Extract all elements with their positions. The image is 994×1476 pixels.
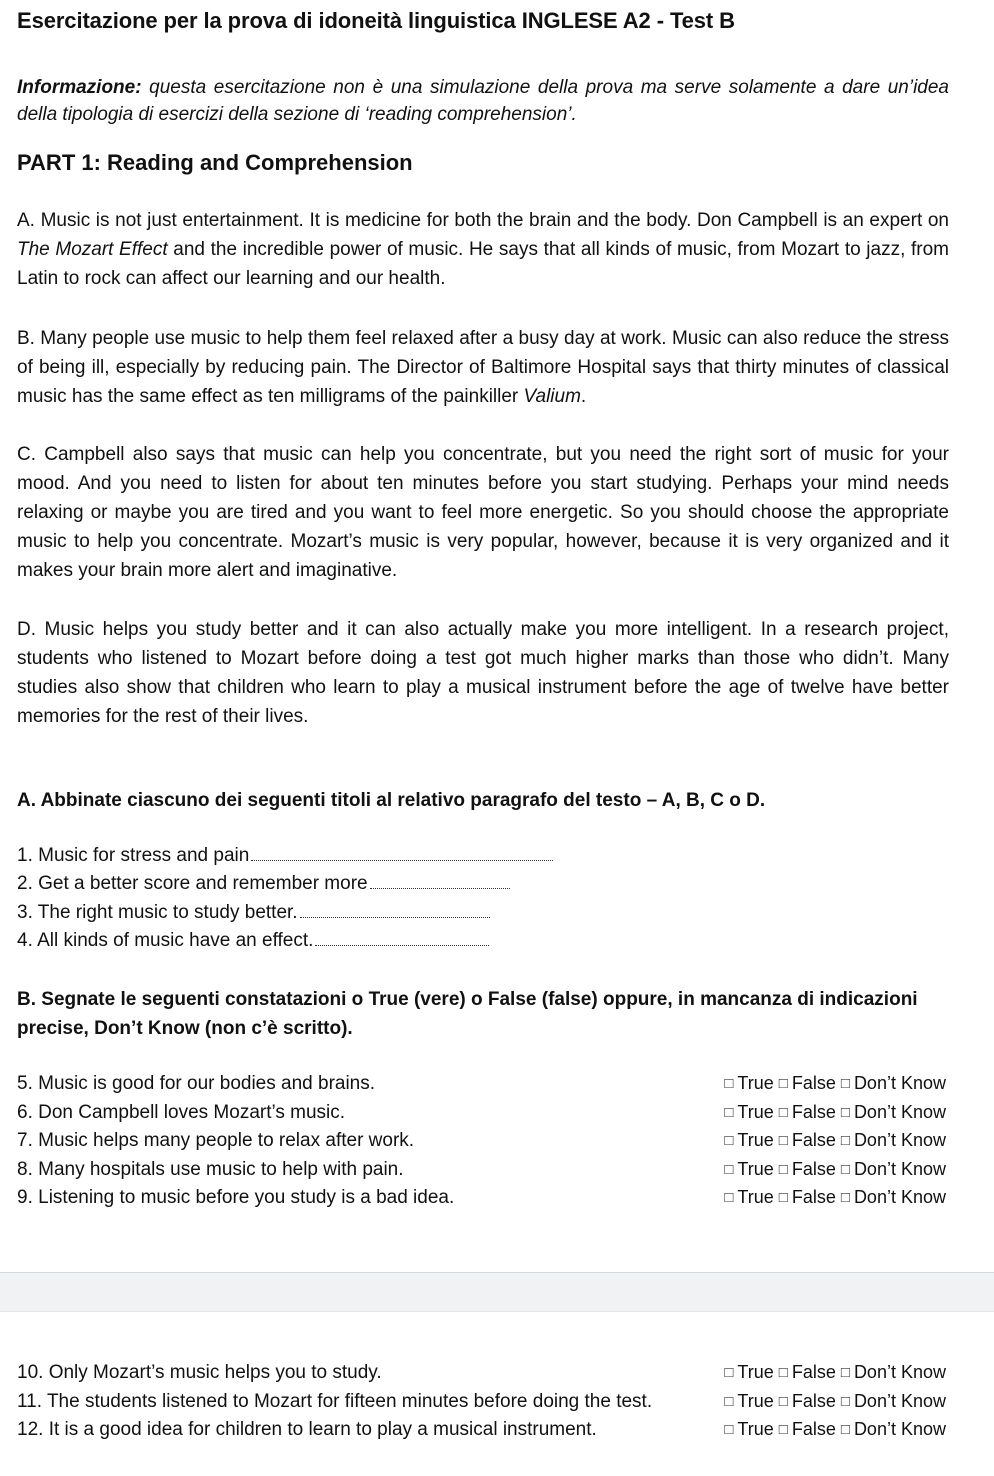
option-dont-know[interactable] bbox=[841, 1362, 946, 1383]
statement-text: 7. Music helps many people to relax after work. bbox=[17, 1130, 415, 1151]
statement-text: 11. The students listened to Mozart for fifteen minutes before doing the test. bbox=[17, 1391, 653, 1412]
checkbox-icon: □ bbox=[840, 1364, 850, 1381]
option-dont-know[interactable] bbox=[841, 1130, 946, 1151]
checkbox-icon: □ bbox=[840, 1393, 850, 1410]
statement-row bbox=[17, 1419, 949, 1447]
option-dont-know[interactable] bbox=[841, 1419, 946, 1440]
answer-blank[interactable] bbox=[370, 887, 510, 889]
option-true[interactable] bbox=[724, 1130, 773, 1151]
option-label: Don’t Know bbox=[853, 1187, 946, 1207]
checkbox-icon: □ bbox=[724, 1393, 734, 1410]
paragraph-a-text-1: A. Music is not just entertainment. It is medicine for both the brain and the body. Don Campbell is an expert on bbox=[17, 210, 949, 231]
checkbox-icon: □ bbox=[724, 1421, 734, 1438]
paragraph-a-italic: The Mozart Effect bbox=[17, 239, 168, 260]
checkbox-icon: □ bbox=[840, 1161, 850, 1178]
paragraph-b-text-1: B. Many people use music to help them feel relaxed after a busy day at work. Music can also reduce the stress of being ill, especially by reducing pain. The Director of Baltimore Hospital says that thirty minutes of classical music has the same effect as ten milligrams of the painkiller bbox=[17, 328, 949, 407]
option-false[interactable] bbox=[779, 1073, 836, 1094]
option-false[interactable] bbox=[779, 1419, 836, 1440]
info-label: Informazione: bbox=[17, 77, 142, 98]
answer-options bbox=[724, 1391, 946, 1412]
checkbox-icon: □ bbox=[778, 1132, 788, 1149]
option-label: False bbox=[791, 1073, 836, 1093]
option-label: True bbox=[737, 1187, 774, 1207]
option-true[interactable] bbox=[724, 1159, 773, 1180]
answer-blank[interactable] bbox=[315, 944, 489, 946]
statement-text: 5. Music is good for our bodies and brains. bbox=[17, 1073, 376, 1094]
statement-row bbox=[17, 1362, 949, 1390]
checkbox-icon: □ bbox=[724, 1132, 734, 1149]
statement-row bbox=[17, 1073, 949, 1101]
checkbox-icon: □ bbox=[778, 1075, 788, 1092]
statement-text: 8. Many hospitals use music to help with pain. bbox=[17, 1159, 404, 1180]
answer-options bbox=[724, 1159, 946, 1180]
checkbox-icon: □ bbox=[840, 1132, 850, 1149]
option-true[interactable] bbox=[724, 1362, 773, 1383]
option-label: True bbox=[737, 1419, 774, 1439]
part-title: PART 1: Reading and Comprehension bbox=[17, 150, 413, 175]
statement-text: 9. Listening to music before you study is a bad idea. bbox=[17, 1187, 455, 1208]
answer-options bbox=[724, 1073, 946, 1094]
option-label: False bbox=[791, 1419, 836, 1439]
checkbox-icon: □ bbox=[778, 1104, 788, 1121]
document-title: Esercitazione per la prova di idoneità linguistica INGLESE A2 - Test B bbox=[17, 8, 735, 33]
option-label: True bbox=[737, 1073, 774, 1093]
option-label: False bbox=[791, 1391, 836, 1411]
statement-text: 10. Only Mozart’s music helps you to study. bbox=[17, 1362, 382, 1383]
statement-row bbox=[17, 1159, 949, 1187]
paragraph-a bbox=[17, 206, 949, 293]
statement-row bbox=[17, 1391, 949, 1419]
checkbox-icon: □ bbox=[724, 1075, 734, 1092]
match-item-1 bbox=[17, 845, 553, 867]
paragraph-b-italic: Valium bbox=[523, 386, 581, 407]
option-label: False bbox=[791, 1159, 836, 1179]
checkbox-icon: □ bbox=[840, 1421, 850, 1438]
statement-row bbox=[17, 1130, 949, 1158]
option-label: Don’t Know bbox=[853, 1391, 946, 1411]
paragraph-c: C. Campbell also says that music can help you concentrate, but you need the right sort of music for your mood. And you need to listen for about ten minutes before you start studying. Perhaps your mind needs relaxing or maybe you are tired and you want to feel more energetic. So you should choose the appropriate music to help you concentrate. Mozart’s music is very popular, however, because it is very organized and it makes your brain more alert and imaginative. bbox=[17, 444, 949, 581]
paragraph-b-text-2: . bbox=[580, 386, 587, 407]
option-label: True bbox=[737, 1391, 774, 1411]
option-label: False bbox=[791, 1362, 836, 1382]
checkbox-icon: □ bbox=[778, 1189, 788, 1206]
option-false[interactable] bbox=[779, 1130, 836, 1151]
checkbox-icon: □ bbox=[724, 1161, 734, 1178]
checkbox-icon: □ bbox=[724, 1189, 734, 1206]
match-item-text: 3. The right music to study better. bbox=[17, 902, 298, 923]
option-label: Don’t Know bbox=[853, 1159, 946, 1179]
checkbox-icon: □ bbox=[724, 1104, 734, 1121]
option-dont-know[interactable] bbox=[841, 1187, 946, 1208]
option-label: Don’t Know bbox=[853, 1130, 946, 1150]
checkbox-icon: □ bbox=[840, 1075, 850, 1092]
option-label: False bbox=[791, 1130, 836, 1150]
statement-text: 12. It is a good idea for children to learn to play a musical instrument. bbox=[17, 1419, 597, 1440]
option-true[interactable] bbox=[724, 1391, 773, 1412]
match-item-text: 2. Get a better score and remember more bbox=[17, 873, 368, 894]
statement-text: 6. Don Campbell loves Mozart’s music. bbox=[17, 1102, 346, 1123]
match-item-2 bbox=[17, 873, 510, 895]
option-label: Don’t Know bbox=[853, 1102, 946, 1122]
option-true[interactable] bbox=[724, 1102, 773, 1123]
paragraph-b bbox=[17, 324, 949, 411]
checkbox-icon: □ bbox=[778, 1161, 788, 1178]
option-false[interactable] bbox=[779, 1187, 836, 1208]
option-label: Don’t Know bbox=[853, 1073, 946, 1093]
info-note bbox=[17, 74, 949, 128]
match-item-4 bbox=[17, 930, 489, 952]
option-false[interactable] bbox=[779, 1391, 836, 1412]
option-label: False bbox=[791, 1187, 836, 1207]
answer-options bbox=[724, 1419, 946, 1440]
answer-options bbox=[724, 1362, 946, 1383]
option-true[interactable] bbox=[724, 1187, 773, 1208]
checkbox-icon: □ bbox=[840, 1104, 850, 1121]
option-dont-know[interactable] bbox=[841, 1073, 946, 1094]
option-label: True bbox=[737, 1159, 774, 1179]
option-dont-know[interactable] bbox=[841, 1159, 946, 1180]
option-false[interactable] bbox=[779, 1159, 836, 1180]
option-false[interactable] bbox=[779, 1102, 836, 1123]
option-label: Don’t Know bbox=[853, 1362, 946, 1382]
paragraph-d: D. Music helps you study better and it can also actually make you more intelligent. In a research project, students who listened to Mozart before doing a test got much higher marks than those who didn’t. Many studies also show that children who learn to play a musical instrument before the age of twelve have better memories for the rest of their lives. bbox=[17, 619, 949, 727]
checkbox-icon: □ bbox=[840, 1189, 850, 1206]
statement-row bbox=[17, 1102, 949, 1130]
checkbox-icon: □ bbox=[724, 1364, 734, 1381]
paragraph-a-text-2: and the incredible power of music. He says that all kinds of music, from Mozart to jazz, from Latin to rock can affect our learning and our health. bbox=[17, 239, 949, 289]
match-item-text: 4. All kinds of music have an effect. bbox=[17, 930, 314, 951]
answer-blank[interactable] bbox=[251, 859, 553, 861]
option-true[interactable] bbox=[724, 1073, 773, 1094]
option-dont-know[interactable] bbox=[841, 1102, 946, 1123]
option-label: False bbox=[791, 1102, 836, 1122]
option-true[interactable] bbox=[724, 1419, 773, 1440]
option-false[interactable] bbox=[779, 1362, 836, 1383]
option-dont-know[interactable] bbox=[841, 1391, 946, 1412]
checkbox-icon: □ bbox=[778, 1364, 788, 1381]
statement-row bbox=[17, 1187, 949, 1215]
page-break bbox=[0, 1272, 994, 1312]
info-text: questa esercitazione non è una simulazione della prova ma serve solamente a dare un’idea della tipologia di esercizi della sezione di ‘reading comprehension’. bbox=[17, 77, 949, 125]
answer-blank[interactable] bbox=[300, 916, 490, 918]
exercise-b-heading: B. Segnate le seguenti constatazioni o True (vere) o False (false) oppure, in mancanza di indicazioni precise, Don’t Know (non c’è scritto). bbox=[17, 989, 918, 1039]
exercise-a-heading: A. Abbinate ciascuno dei seguenti titoli al relativo paragrafo del testo – A, B, C o D. bbox=[17, 790, 766, 811]
answer-options bbox=[724, 1102, 946, 1123]
match-item-3 bbox=[17, 902, 490, 924]
checkbox-icon: □ bbox=[778, 1393, 788, 1410]
checkbox-icon: □ bbox=[778, 1421, 788, 1438]
option-label: True bbox=[737, 1130, 774, 1150]
answer-options bbox=[724, 1187, 946, 1208]
answer-options bbox=[724, 1130, 946, 1151]
match-item-text: 1. Music for stress and pain bbox=[17, 845, 250, 866]
option-label: Don’t Know bbox=[853, 1419, 946, 1439]
option-label: True bbox=[737, 1362, 774, 1382]
option-label: True bbox=[737, 1102, 774, 1122]
